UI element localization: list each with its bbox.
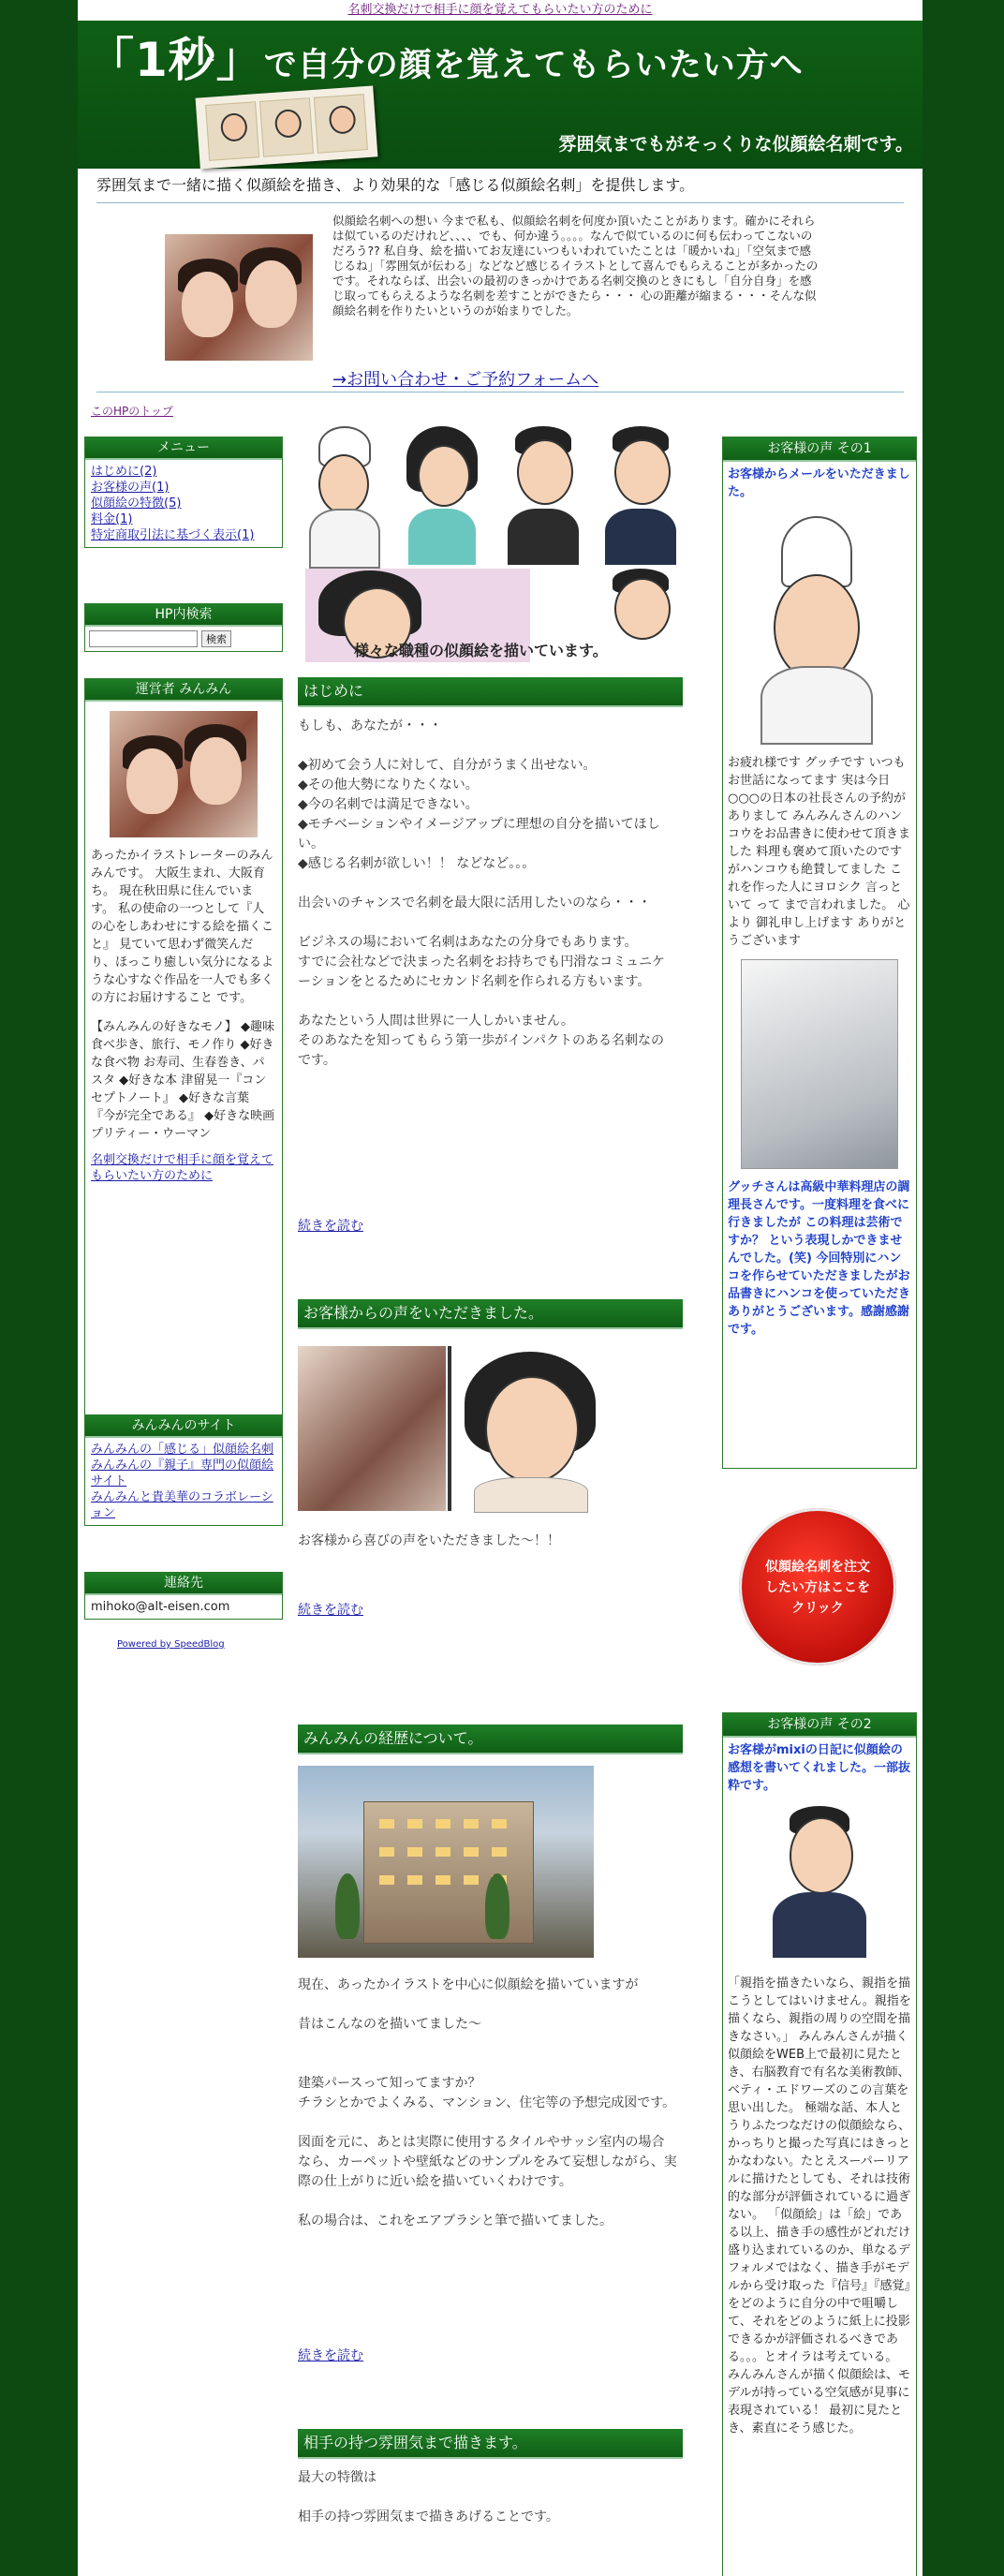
sites-title: みんみんのサイト — [85, 1415, 282, 1438]
intro-text: 似顔絵名刺への想い 今まで私も、似顔絵名刺を何度か頂いたことがあります。確かにそれらは似ているのだけれど、、、、でも、何か違う。。。。なんで似ているのに何も伝わってこないのだろう?? 私自身、絵を描いてお友達にいつもいわれていたことは「暖かいね」「空気まで感じるね」「雰囲気が伝わる」などなど感じるイラストとして喜んでもらえることが多かったのです。それならば、出会いの最初のきっかけである名刺交換のときにもし「自分自身」を感じ取ってもらえるような名刺を差すことができたら・・・ 心の距離が縮まる・・・そんな似顔絵名刺を作りたいというのが始まりでした。 — [332, 214, 819, 318]
portrait-chef — [305, 426, 380, 567]
card-portrait-2 — [259, 97, 314, 157]
menu-item-features[interactable]: 似顔絵の特徴(5) — [91, 496, 182, 511]
banner-title-part2: で自分の顔を覚えてもらいたい方へ — [263, 47, 804, 84]
business-card-photo — [196, 85, 378, 169]
site-link-collab[interactable]: みんみんと貴美華のコラボレーション — [91, 1490, 273, 1520]
menu-item-price[interactable]: 料金(1) — [91, 512, 133, 526]
read-more-link[interactable]: 続きを読む — [298, 1603, 363, 1618]
menu-title: メニュー — [85, 437, 282, 460]
order-button[interactable] — [739, 1508, 896, 1666]
customer-voice-2-box — [722, 1712, 917, 2576]
chef-portrait — [749, 516, 880, 741]
card-portrait-3 — [314, 94, 368, 154]
businessman-portrait — [763, 1802, 876, 1962]
contact-title: 連絡先 — [85, 1573, 282, 1595]
search-input[interactable] — [89, 630, 198, 647]
voice2-title: お客様の声 その2 — [723, 1713, 916, 1738]
contact-form-link[interactable]: →お問い合わせ・ご予約フォームへ — [332, 370, 599, 390]
banner-title-part1: 「1秒」 — [87, 33, 264, 87]
search-button[interactable]: 検索 — [201, 630, 231, 647]
section-title-career: みんみんの経歴について。 — [298, 1725, 683, 1754]
portrait-man-glasses — [502, 426, 586, 567]
powered-by-link[interactable]: Powered by SpeedBlog — [117, 1639, 225, 1650]
top-banner-link[interactable]: 名刺交換だけで相手に顔を覚えてもらいたい方のために — [347, 3, 653, 17]
menu-stamp-photo — [741, 959, 898, 1169]
intro-tagline: 雰囲気まで一緒に描く似顔絵を描き、より効果的な「感じる似顔絵名刺」を提供します。 — [96, 176, 695, 194]
card-portrait-1 — [205, 101, 259, 161]
operator-favorites: 【みんみんの好きなモノ】 ◆趣味 食べ歩き、旅行、モノ作り ◆好きな食べ物 お寿司、生春巻き、パスタ ◆好きな本 津留晃一『コンセプトノート』 ◆好きな言葉 『今が完全である』 ◆好きな映画 プリティー・ウーマン — [91, 1020, 275, 1141]
read-more-link[interactable]: 続きを読む — [298, 1219, 363, 1234]
portrait-collage — [298, 426, 691, 665]
voice1-title: お客様の声 その1 — [723, 437, 916, 462]
site-link-kanjiru[interactable]: みんみんの「感じる」似顔絵名刺 — [91, 1443, 274, 1457]
collage-caption: 様々な職種の似顔絵を描いています。 — [354, 642, 608, 659]
divider — [96, 202, 904, 203]
search-title: HP内検索 — [85, 604, 282, 627]
portrait-businessman — [599, 426, 684, 567]
portrait-woman — [401, 426, 485, 567]
customer-voice-1-box — [722, 437, 917, 1469]
banner-title — [87, 32, 804, 94]
page — [78, 0, 923, 2576]
operator-avatar — [110, 711, 258, 837]
operator-photo — [165, 234, 313, 361]
menu-box — [84, 437, 283, 548]
section-body-career: 現在、あったかイラストを中心に似顔絵を描いていますが 昔はこんなのを描いてました～ 建築パースって知ってますか？ チラシとかでよくみる、マンション、住宅等の予想完成図です。 図面を元に、あとは実際に使用するタイルやサッシ室内の場合なら、カーペットや壁紙などのサンプルをみて妄想しながら、実際の仕上がりに近い絵を描いていくわけです。 私の場合は、これをエアブラシと筆で描いてました。 — [298, 1977, 677, 2228]
site-link-oyako[interactable]: みんみんの『親子』専門の似顔絵サイト — [91, 1458, 274, 1488]
customer-portrait-illustration — [455, 1346, 605, 1511]
voice1-text: お疲れ様です グッチです いつもお世話になってます 実は今日 ○○○の日本の社長さんの予約がありまして みんみんさんのハンコウをお品書きに使わせて頂きました 料理も褒めて頂いたのですがハンコウも絶賛してました これを作った人にヨロシク 言っといて って まで言われました。 心より 御礼申し上げます ありがとうございます — [728, 756, 911, 948]
contact-email: mihoko@alt-eisen.com — [91, 1600, 230, 1614]
order-button-label: 似顔絵名刺を注文したい方はここをクリック — [765, 1560, 870, 1616]
top-banner-link-bar — [78, 0, 923, 21]
section-title-hajimeni: はじめに — [298, 677, 683, 707]
section-title-atmosphere: 相手の持つ雰囲気まで描きます。 — [298, 2429, 683, 2459]
operator-profile: あったかイラストレーターのみんみんです。 大阪生まれ、大阪育ち。 現在秋田県に住んでいます。 私の使命の一つとして『人の心をしあわせにする絵を描くこと』 見ていて思わず微笑んだり、ほっこり癒しい気分になるような心すなぐ作品を一人でも多くの方にお届けすること です。 — [91, 849, 274, 1005]
voice1-note: グッチさんは高級中華料理店の調理長さんです。一度料理を食べに行きましたが この料理は芸術ですか？ という表現しかできませんでした。(笑) 今回特別にハンコを作らせていただきましたがお品書きにハンコを使っていただきありがとうございます。感謝感謝です。 — [728, 1180, 911, 1337]
operator-title: 運営者 みんみん — [85, 679, 282, 702]
header-banner — [78, 21, 923, 169]
hp-top-link[interactable]: このHPのトップ — [91, 405, 173, 418]
voice2-intro: お客様がmixiの日記に似顔絵の感想を書いてくれました。一部抜粋です。 — [728, 1743, 911, 1793]
section-body-atmosphere: 最大の特徴は 相手の持つ雰囲気まで描きあげることです。 — [298, 2470, 559, 2524]
read-more-link[interactable]: 続きを読む — [298, 2348, 363, 2363]
menu-item-voices[interactable]: お客様の声(1) — [91, 481, 170, 495]
search-box — [84, 603, 283, 652]
portrait-smiling-man — [599, 569, 684, 662]
contact-box — [84, 1572, 283, 1620]
architectural-rendering — [298, 1766, 594, 1958]
voice1-intro: お客様からメールをいただきました。 — [728, 467, 910, 499]
operator-link[interactable]: 名刺交換だけで相手に顔を覚えてもらいたい方のために — [91, 1153, 274, 1183]
sites-box — [84, 1414, 283, 1526]
voice2-text: 「親指を描きたいなら、親指を描こうとしてはいけません。親指を描くなら、親指の周りの空間を描きなさい。」 みんみんさんが描く似顔絵をWEB上で最初に見たとき、右脳教育で有名な美術教師、ベティ・エドワーズのこの言葉を思い出した。 極端な話、本人とうりふたつなだけの似顔絵なら、かっちりと撮った写真にはきっとかなわない。たとえスーパーリアルに描けたとしても、それは技術的な部分が評価されているに過ぎない。 「似顔絵」は「絵」である以上、描き手の感性がどれだけ盛り込まれているのか、単なるデフォルメではなく、描き手がモデルから受け取った『信号』『感覚』をどのように自分の中で咀嚼して、それをどのように紙上に投影できるかが評価されるべきである。。。とオイラは考えている。 みんみんさんが描く似顔絵は、モデルが持っている空気感が見事に表現されている！ 最初に見たとき、素直にそう感じた。 — [728, 1976, 911, 2435]
banner-subtitle: 雰囲気までもがそっくりな似顔絵名刺です。 — [558, 134, 913, 155]
section-title-voices: お客様からの声をいただきました。 — [298, 1299, 683, 1329]
menu-item-hajimeni[interactable]: はじめに(2) — [91, 465, 157, 479]
operator-box — [84, 678, 283, 1418]
section-body-voices: お客様から喜びの声をいただきました～！！ — [298, 1533, 560, 1548]
section-body-hajimeni: もしも、あなたが・・・ ◆初めて会う人に対して、自分がうまく出せない。 ◆その他大勢になりたくない。 ◆今の名刺では満足できない。 ◆モチベーションやイメージアップに理想の自分を描いてほしい。 ◆感じる名刺が欲しい！！ などなど。。。 出会いのチャンスで名刺を最大限に活用したいのなら・・・ ビジネスの場において名刺はあなたの分身でもあります。 すでに会社などで決まった名刺をお持ちでも円滑なコミュニケーションをとるためにセカンド名刺を作られる方もいます。 あなたという人間は世界に一人しかいません。 そのあなたを知ってもらう第一歩がインパクトのある名刺なのです。 — [298, 718, 665, 1068]
menu-item-legal[interactable]: 特定商取引法に基づく表示(1) — [91, 528, 255, 542]
customer-photo — [298, 1346, 446, 1511]
photo-separator — [448, 1346, 451, 1511]
